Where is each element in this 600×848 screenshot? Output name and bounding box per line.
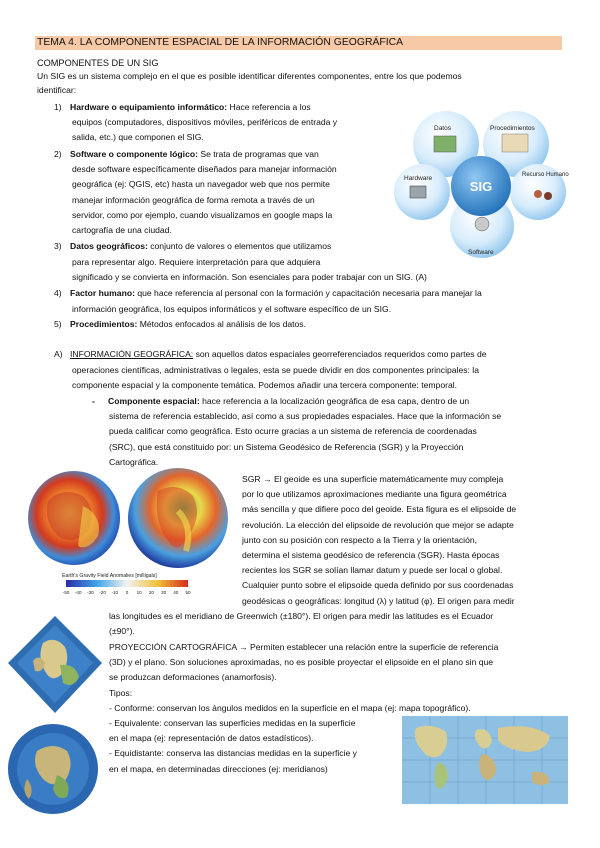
text-line: geodésicas o geográficas: longitud (λ) y latitud (φ). El origen para medir xyxy=(242,595,515,606)
sig-label: SIG xyxy=(469,179,493,194)
text-line: PROYECCIÓN CARTOGRÁFICA → Permiten establecer una relación entre la superficie de referencia xyxy=(109,642,499,652)
text-line: más sencilla y que difiere poco del geoide. Esta figura es el elipsoide de xyxy=(242,504,517,515)
item-text: información geográfica, los equipos informáticos y el software específico de un SIG. xyxy=(72,304,392,314)
section-a: A) INFORMACIÓN GEOGRÁFICA: son aquellos datos espaciales georreferenciados requeridos como partes de xyxy=(54,349,487,359)
text-line: Cualquier punto sobre el elipsoide queda definido por sus coordenadas xyxy=(242,580,514,591)
procedimientos-label: Procedimientos xyxy=(490,125,535,132)
list-item: 1) Hardware o equipamiento informático: Hace referencia a los xyxy=(54,102,311,112)
bullet-item: - Componente espacial: hace referencia a la localización geográfica de esa capa, dentro de un xyxy=(92,396,470,406)
scale-tick-label: 20 xyxy=(148,590,154,595)
item-term: Software o componente lógico: xyxy=(70,149,198,159)
scale-ticks xyxy=(63,590,191,595)
text-line: SGR → El geoide es una superficie matemáticamente muy compleja xyxy=(242,474,504,484)
text-line: Tipos: xyxy=(109,687,133,698)
workflow-icon xyxy=(502,134,528,152)
item-text: cartografía de una ciudad. xyxy=(72,225,172,235)
text-line: - Equivalente: conservan las superficies medidas en la superficie xyxy=(109,718,356,728)
text-line: - Conforme: conservan los ángulos medidos en la superficie en el mapa (ej: mapa topográfico). xyxy=(109,702,471,713)
item-term: Factor humano: xyxy=(70,288,135,298)
disk-icon xyxy=(475,217,489,231)
text-line: - Equidistante: conserva las distancias medidas en la superficie y xyxy=(109,748,357,759)
scale-tick-label: -10 xyxy=(111,590,119,595)
scale-tick-label: -50 xyxy=(62,590,70,595)
scale-tick-label: -20 xyxy=(99,590,106,595)
text-line: en el mapa, en determinadas direcciones (ej: meridianos) xyxy=(109,763,328,774)
text-line: las longitudes es el meridiano de Greenwich (±180°). El origen para medir las latitudes es el Ecuador xyxy=(109,611,494,621)
item-number: 1) xyxy=(54,102,62,112)
datos-label: Datos xyxy=(434,125,451,132)
item-text: servidor, como por ejemplo, cuando visualizamos en google maps la xyxy=(72,210,333,220)
item-number: 3) xyxy=(54,241,62,251)
software-label: Software xyxy=(468,249,494,256)
text-line: determina el sistema geodésico de referencia (SGR). Hasta épocas xyxy=(242,550,500,560)
item-number: 5) xyxy=(54,319,62,329)
scale-tick-label: 30 xyxy=(161,590,167,595)
list-item: 3) Datos geográficos: conjunto de valores o elementos que utilizamos xyxy=(54,241,332,251)
text-line: (3D) y el plano. Son soluciones aproximadas, no es posible proyectar el elipsoide en el plano sin que xyxy=(109,657,494,668)
recurso-label: Recurso Humano xyxy=(522,172,569,178)
equidistant-projection-map xyxy=(402,716,568,804)
scale-tick-label: 10 xyxy=(136,590,142,595)
intro-line-2: identificar: xyxy=(37,85,77,95)
item-number: 2) xyxy=(54,149,62,159)
section-title: COMPONENTES DE UN SIG xyxy=(37,58,159,68)
scale-tick-label: -40 xyxy=(74,590,82,595)
map-icon xyxy=(434,136,456,152)
scale-tick-label: 50 xyxy=(185,590,191,595)
scale-tick-label: 40 xyxy=(173,590,179,595)
intro-line-1: Un SIG es un sistema complejo en el que es posible identificar diferentes componentes, entre los que podemos xyxy=(37,71,462,81)
bullet-text: pueda calificar como geográfica. Esto ocurre gracias a un sistema de referencia de coordenadas xyxy=(109,426,477,436)
text-line: revolución. La elección del elipsoide de revolución que mejor se adapte xyxy=(242,519,514,530)
geoid-figure xyxy=(28,466,234,604)
text-line: en el mapa (ej: representación de datos estadísticos). xyxy=(109,733,314,744)
geoid-caption: Earth's Gravity Field Anomalies [milligals] xyxy=(62,573,157,579)
page-title: TEMA 4. LA COMPONENTE ESPACIAL DE LA INFORMACIÓN GEOGRÁFICA xyxy=(35,36,562,50)
item-text: desde software específicamente diseñados para manejar información xyxy=(72,164,337,174)
list-item: 5) Procedimientos: Métodos enfocados al análisis de los datos. xyxy=(54,319,306,329)
item-text: significado y se convierta en información. Son esenciales para poder trabajar con un SIG. (A) xyxy=(72,272,427,282)
item-text: salida, etc.) que componen el SIG. xyxy=(72,132,204,142)
item-text: para representar algo. Requiere interpretación para que adquiera xyxy=(72,257,321,267)
section-a-text: operaciones científicas, administrativas o legales, esta se puede dividir en dos componentes principales: la xyxy=(72,365,479,375)
bullet-text: (SRC), que está constituido por: un Sistema Geodésico de Referencia (SGR) y la Proyección xyxy=(109,442,464,452)
bullet-text: sistema de referencia establecido, así como a sus propiedades espaciales. Hace que la información se xyxy=(109,411,502,421)
item-term: Hardware o equipamiento informático: xyxy=(70,102,228,112)
scale-tick-label: 0 xyxy=(125,590,129,595)
hardware-label: Hardware xyxy=(404,175,433,182)
color-scale-bar xyxy=(66,580,188,587)
text-line: junto con su posición con respecto a la Tierra y la orientación, xyxy=(242,534,478,545)
bullet-text: Cartográfica. xyxy=(109,457,159,467)
conformal-projection-map xyxy=(5,613,105,716)
section-a-text: componente espacial y la componente temática. Podemos añadir una tercera componente: temporal. xyxy=(72,380,458,390)
computer-icon xyxy=(410,186,426,198)
text-line: (±90°). xyxy=(109,626,135,637)
text-line: se produzcan deformaciones (anamorfosis). xyxy=(109,672,277,683)
bullet-term: Componente espacial: xyxy=(108,396,200,406)
item-text: geográfica (ej: QGIS, etc) hasta un navegador web que nos permite xyxy=(72,179,330,189)
list-item: 2) Software o componente lógico: Se trata de programas que van xyxy=(54,149,319,159)
text-line: recientes los SGR se solían llamar datum y puede ser local o global. xyxy=(242,565,503,576)
item-text: equipos (computadores, dispositivos móviles, periféricos de entrada y xyxy=(72,117,338,127)
scale-tick-label: -30 xyxy=(87,590,94,595)
azimuthal-projection-map xyxy=(7,723,99,815)
item-text: manejar información geográfica de forma remota a través de un xyxy=(72,195,315,205)
text-line: por lo que utilizamos aproximaciones mediante una figura geométrica xyxy=(242,489,507,500)
section-a-heading: INFORMACIÓN GEOGRÁFICA: xyxy=(70,349,194,359)
sig-components-diagram xyxy=(398,108,569,260)
list-item: 4) Factor humano: que hace referencia al personal con la formación y capacitación necesaria para manejar la xyxy=(54,288,482,298)
item-term: Datos geográficos: xyxy=(70,241,148,251)
people-icon xyxy=(534,190,542,198)
item-number: 4) xyxy=(54,288,62,298)
item-term: Procedimientos: xyxy=(70,319,138,329)
